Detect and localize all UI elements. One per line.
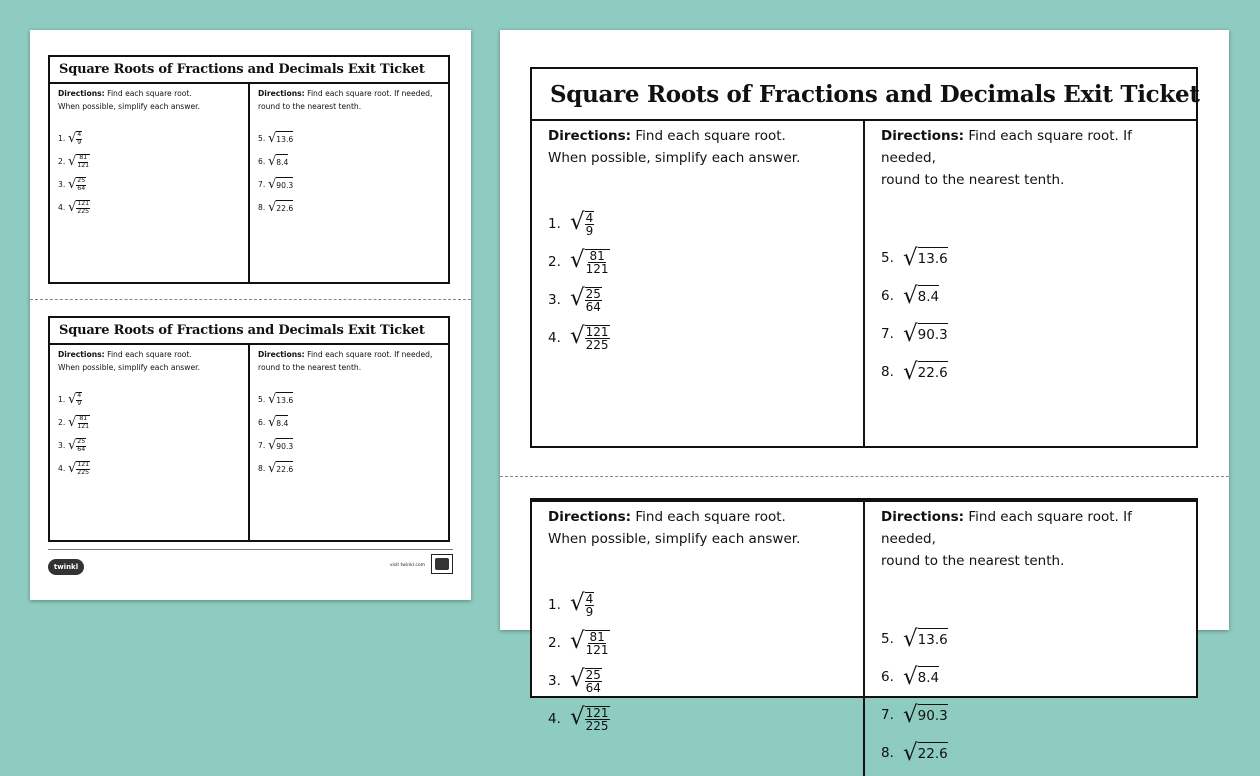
radical-symbol: √ — [268, 177, 277, 192]
radicand — [585, 630, 610, 656]
directions-label: Directions: — [258, 350, 305, 359]
radicand — [76, 392, 82, 407]
problem-item — [881, 658, 1180, 696]
problem-item — [258, 127, 440, 150]
directions-left — [58, 348, 240, 374]
directions-right — [881, 125, 1180, 191]
numerator: 4 — [77, 392, 82, 400]
problem-number: 5. — [881, 250, 894, 266]
radical-symbol: √ — [570, 285, 585, 311]
radicand: 90.3 — [918, 323, 948, 346]
square-root-expression — [570, 287, 602, 313]
fraction-problems — [548, 586, 847, 738]
directions-right — [881, 506, 1180, 572]
fraction — [76, 439, 86, 452]
problem-item — [258, 457, 440, 480]
radical-symbol: √ — [903, 625, 918, 652]
square-root-expression — [903, 701, 948, 728]
radical-symbol: √ — [903, 739, 918, 766]
square-root-expression — [570, 668, 602, 694]
fraction — [585, 593, 595, 618]
radicand — [76, 154, 90, 169]
directions-text: When possible, simplify each answer. — [548, 150, 801, 166]
directions-text: round to the nearest tenth. — [258, 102, 362, 111]
problem-number: 2. — [58, 157, 66, 166]
problem-item — [258, 150, 440, 173]
radicand — [585, 592, 595, 618]
square-root-expression — [903, 282, 940, 309]
denominator: 121 — [77, 161, 90, 169]
square-root-expression — [570, 630, 610, 656]
radical-symbol: √ — [903, 282, 918, 309]
denominator: 225 — [77, 468, 90, 476]
problem-number: 4. — [548, 711, 561, 727]
problem-item — [881, 277, 1180, 315]
exit-ticket — [530, 67, 1198, 448]
problem-number: 2. — [548, 254, 561, 270]
problem-item — [58, 127, 240, 150]
radical-symbol: √ — [570, 628, 585, 654]
directions-label: Directions: — [258, 89, 305, 98]
footer-site-text: visit twinkl.com — [389, 563, 425, 568]
directions-text: When possible, simplify each answer. — [58, 363, 200, 372]
problem-number: 8. — [881, 364, 894, 380]
page-footer — [48, 549, 453, 579]
fractions-column — [50, 84, 248, 282]
problem-item — [881, 696, 1180, 734]
radicand: 13.6 — [918, 247, 948, 270]
denominator: 9 — [77, 399, 82, 407]
problem-number: 1. — [548, 216, 561, 232]
problem-number: 8. — [258, 203, 266, 212]
square-root-expression — [68, 461, 90, 476]
radicand — [585, 706, 610, 732]
directions-text: round to the nearest tenth. — [881, 172, 1065, 188]
denominator: 121 — [77, 422, 90, 430]
radicand — [585, 287, 602, 313]
radical-symbol: √ — [903, 663, 918, 690]
fraction-problems — [58, 388, 240, 480]
quality-badge-icon — [431, 554, 453, 574]
denominator: 64 — [77, 184, 86, 192]
fraction — [585, 250, 610, 275]
radicand — [76, 177, 86, 192]
radical-symbol: √ — [903, 244, 918, 271]
problem-number: 3. — [548, 673, 561, 689]
square-root-expression — [68, 154, 90, 169]
radicand: 22.6 — [276, 461, 293, 476]
radical-symbol: √ — [570, 323, 585, 349]
problem-item — [258, 388, 440, 411]
radicand: 22.6 — [918, 742, 948, 765]
ticket-title: Square Roots of Fractions and Decimals Exit Ticket — [532, 69, 1196, 121]
exit-ticket — [530, 498, 1198, 766]
directions-text: round to the nearest tenth. — [258, 363, 362, 372]
problem-item — [881, 353, 1180, 391]
problem-item — [58, 173, 240, 196]
radicand: 90.3 — [918, 704, 948, 727]
numerator: 81 — [79, 415, 88, 423]
decimals-column — [863, 121, 1196, 446]
directions-label: Directions: — [58, 350, 105, 359]
problem-number: 7. — [258, 180, 266, 189]
square-root-expression — [268, 177, 293, 192]
problem-item — [548, 281, 847, 319]
problem-item — [881, 734, 1180, 772]
denominator: 64 — [585, 681, 601, 695]
problem-item — [258, 196, 440, 219]
radical-symbol: √ — [68, 438, 77, 453]
radical-symbol: √ — [268, 392, 277, 407]
decimals-column — [248, 84, 448, 282]
square-root-expression — [570, 211, 594, 237]
radicand — [585, 211, 595, 237]
denominator: 121 — [585, 643, 609, 657]
ticket-title: Square Roots of Fractions and Decimals Exit Ticket — [50, 57, 448, 84]
radicand: 90.3 — [276, 438, 293, 453]
decimal-problems — [258, 127, 440, 219]
square-root-expression — [68, 438, 86, 453]
radicand — [76, 415, 90, 430]
radical-symbol: √ — [903, 320, 918, 347]
square-root-expression — [570, 325, 610, 351]
radical-symbol: √ — [268, 200, 277, 215]
numerator: 4 — [585, 211, 594, 225]
radicand: 90.3 — [276, 177, 293, 192]
problem-number: 3. — [58, 180, 66, 189]
denominator: 121 — [585, 262, 609, 276]
radicand: 22.6 — [276, 200, 293, 215]
numerator: 121 — [585, 325, 609, 339]
radicand — [76, 461, 90, 476]
radical-symbol: √ — [68, 200, 77, 215]
numerator: 4 — [77, 131, 82, 139]
radical-symbol: √ — [68, 461, 77, 476]
radical-symbol: √ — [268, 461, 277, 476]
fraction — [76, 416, 90, 429]
square-root-expression — [68, 131, 82, 146]
square-root-expression — [268, 415, 288, 430]
problem-number: 2. — [548, 635, 561, 651]
radical-symbol: √ — [68, 392, 77, 407]
cut-line — [30, 299, 471, 300]
numerator: 121 — [77, 200, 90, 208]
exit-ticket — [48, 316, 450, 542]
numerator: 121 — [585, 706, 609, 720]
fraction — [76, 393, 82, 406]
fractions-column — [532, 121, 863, 446]
problem-number: 4. — [58, 203, 66, 212]
directions-label: Directions: — [881, 509, 965, 525]
numerator: 25 — [585, 668, 601, 682]
exit-ticket — [48, 55, 450, 284]
square-root-expression — [268, 438, 293, 453]
radical-symbol: √ — [570, 209, 585, 235]
fractions-column — [50, 345, 248, 540]
radicand — [585, 668, 602, 694]
square-root-expression — [570, 592, 594, 618]
radicand: 22.6 — [918, 361, 948, 384]
numerator: 4 — [585, 592, 594, 606]
directions-text: When possible, simplify each answer. — [548, 531, 801, 547]
square-root-expression — [903, 663, 940, 690]
radical-symbol: √ — [268, 154, 277, 169]
worksheet-zoom-page — [500, 30, 1229, 766]
decimals-column — [248, 345, 448, 540]
square-root-expression — [268, 200, 293, 215]
problem-item — [258, 411, 440, 434]
problem-number: 5. — [881, 631, 894, 647]
denominator: 64 — [585, 300, 601, 314]
square-root-expression — [268, 131, 293, 146]
problem-item — [58, 196, 240, 219]
fraction — [76, 132, 82, 145]
directions-label: Directions: — [58, 89, 105, 98]
problem-number: 8. — [881, 745, 894, 761]
radicand: 8.4 — [276, 154, 288, 169]
directions-text: Find each square root. If needed, — [304, 350, 433, 359]
denominator: 225 — [585, 338, 609, 352]
directions-text: Find each square root. — [631, 128, 786, 144]
directions-left — [548, 125, 847, 169]
radical-symbol: √ — [570, 590, 585, 616]
fraction — [585, 212, 595, 237]
square-root-expression — [570, 249, 610, 275]
directions-right — [258, 87, 440, 113]
fraction — [585, 707, 610, 732]
problem-number: 6. — [258, 418, 266, 427]
numerator: 81 — [589, 249, 605, 263]
problem-item — [548, 662, 847, 700]
directions-text: Find each square root. — [104, 350, 192, 359]
directions-left — [58, 87, 240, 113]
square-root-expression — [268, 392, 293, 407]
cut-line — [500, 476, 1229, 477]
radicand: 8.4 — [918, 285, 939, 308]
numerator: 25 — [585, 287, 601, 301]
fraction — [585, 288, 602, 313]
problem-item — [881, 315, 1180, 353]
numerator: 81 — [589, 630, 605, 644]
radical-symbol: √ — [570, 666, 585, 692]
directions-text: Find each square root. — [104, 89, 192, 98]
radical-symbol: √ — [903, 358, 918, 385]
problem-number: 8. — [258, 464, 266, 473]
problem-number: 1. — [58, 395, 66, 404]
radicand: 13.6 — [918, 628, 948, 651]
problem-number: 3. — [548, 292, 561, 308]
problem-number: 6. — [881, 288, 894, 304]
radical-symbol: √ — [570, 704, 585, 730]
directions-text: round to the nearest tenth. — [881, 553, 1065, 569]
numerator: 81 — [79, 154, 88, 162]
problem-item — [58, 388, 240, 411]
radical-symbol: √ — [903, 701, 918, 728]
problem-item — [548, 586, 847, 624]
problem-number: 4. — [548, 330, 561, 346]
directions-label: Directions: — [881, 128, 965, 144]
decimals-column — [863, 502, 1196, 776]
denominator: 9 — [77, 138, 82, 146]
problem-item — [548, 319, 847, 357]
directions-text: Find each square root. If needed, — [304, 89, 433, 98]
problem-item — [58, 411, 240, 434]
problem-item — [881, 239, 1180, 277]
radicand — [76, 438, 86, 453]
square-root-expression — [68, 415, 90, 430]
radicand — [585, 325, 610, 351]
denominator: 225 — [585, 719, 609, 733]
radicand — [76, 200, 90, 215]
denominator: 9 — [585, 605, 594, 619]
square-root-expression — [268, 154, 288, 169]
problem-number: 3. — [58, 441, 66, 450]
fraction — [585, 631, 610, 656]
square-root-expression — [68, 177, 86, 192]
fraction — [585, 669, 602, 694]
problem-number: 5. — [258, 395, 266, 404]
square-root-expression — [570, 706, 610, 732]
problem-number: 6. — [881, 669, 894, 685]
twinkl-logo: twinkl — [48, 559, 84, 575]
worksheet-preview-page — [30, 30, 471, 600]
square-root-expression — [68, 200, 90, 215]
decimal-problems — [258, 388, 440, 480]
fraction-problems — [548, 205, 847, 357]
problem-item — [58, 457, 240, 480]
radical-symbol: √ — [268, 131, 277, 146]
problem-number: 7. — [258, 441, 266, 450]
fraction — [76, 201, 90, 214]
problem-item — [258, 434, 440, 457]
directions-label: Directions: — [548, 128, 632, 144]
directions-text: When possible, simplify each answer. — [58, 102, 200, 111]
radicand: 13.6 — [276, 392, 293, 407]
problem-number: 5. — [258, 134, 266, 143]
fraction — [585, 326, 610, 351]
directions-right — [258, 348, 440, 374]
radicand: 8.4 — [276, 415, 288, 430]
fractions-column — [532, 502, 863, 776]
problem-item — [58, 150, 240, 173]
directions-text: Find each square root. If needed, — [881, 128, 1132, 166]
radical-symbol: √ — [570, 247, 585, 273]
fraction — [76, 462, 90, 475]
decimal-problems — [881, 620, 1180, 772]
denominator: 64 — [77, 445, 86, 453]
radical-symbol: √ — [68, 131, 77, 146]
square-root-expression — [903, 358, 948, 385]
problem-item — [548, 205, 847, 243]
problem-item — [548, 700, 847, 738]
square-root-expression — [903, 320, 948, 347]
radicand — [76, 131, 82, 146]
problem-number: 1. — [58, 134, 66, 143]
directions-text: Find each square root. — [631, 509, 786, 525]
decimal-problems — [881, 239, 1180, 391]
problem-number: 6. — [258, 157, 266, 166]
problem-number: 7. — [881, 326, 894, 342]
directions-left — [548, 506, 847, 550]
radical-symbol: √ — [68, 415, 77, 430]
problem-item — [58, 434, 240, 457]
radical-symbol: √ — [268, 415, 277, 430]
numerator: 25 — [77, 438, 86, 446]
problem-item — [548, 624, 847, 662]
problem-number: 1. — [548, 597, 561, 613]
problem-number: 4. — [58, 464, 66, 473]
problem-item — [258, 173, 440, 196]
radical-symbol: √ — [268, 438, 277, 453]
radical-symbol: √ — [68, 154, 77, 169]
numerator: 25 — [77, 177, 86, 185]
ticket-title: Square Roots of Fractions and Decimals Exit Ticket — [50, 318, 448, 345]
fraction — [76, 178, 86, 191]
square-root-expression — [903, 625, 948, 652]
directions-text: Find each square root. If needed, — [881, 509, 1132, 547]
square-root-expression — [903, 739, 948, 766]
problem-number: 2. — [58, 418, 66, 427]
problem-item — [548, 243, 847, 281]
radical-symbol: √ — [68, 177, 77, 192]
square-root-expression — [68, 392, 82, 407]
problem-number: 7. — [881, 707, 894, 723]
radicand: 8.4 — [918, 666, 939, 689]
denominator: 225 — [77, 207, 90, 215]
fraction-problems — [58, 127, 240, 219]
square-root-expression — [268, 461, 293, 476]
radicand: 13.6 — [276, 131, 293, 146]
radicand — [585, 249, 610, 275]
directions-label: Directions: — [548, 509, 632, 525]
denominator: 9 — [585, 224, 594, 238]
problem-item — [881, 620, 1180, 658]
square-root-expression — [903, 244, 948, 271]
fraction — [76, 155, 90, 168]
numerator: 121 — [77, 461, 90, 469]
